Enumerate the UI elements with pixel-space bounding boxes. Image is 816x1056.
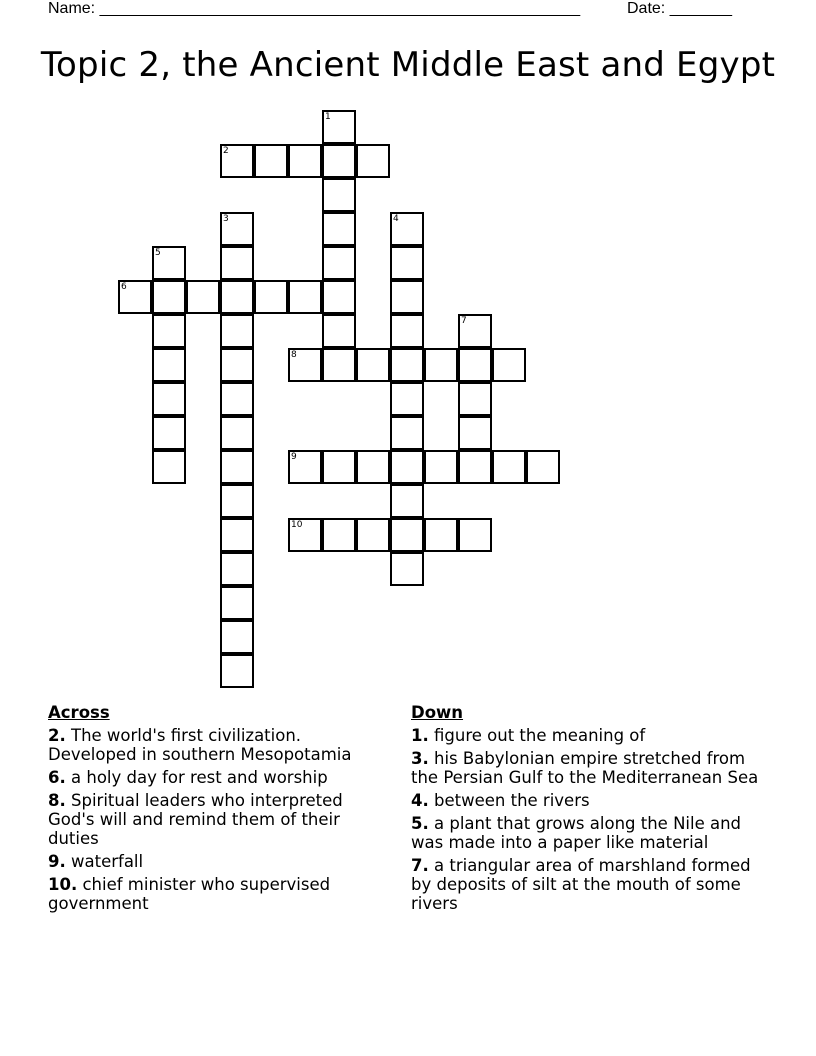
grid-cell[interactable] [322,280,356,314]
grid-cell[interactable] [356,144,390,178]
clue-number-label: 6 [121,282,127,292]
clue-number-label: 5 [155,248,161,258]
clue-number-label: 10 [291,520,303,530]
grid-cell[interactable] [322,212,356,246]
clue-number-label: 1 [325,112,331,122]
clue-text: Spiritual leaders who interpreted God's will and remind them of their duties [48,791,343,848]
grid-cell[interactable] [458,314,492,348]
grid-cell[interactable] [288,450,322,484]
grid-cell[interactable] [254,280,288,314]
clue-text: between the rivers [434,791,590,810]
grid-cell[interactable] [220,620,254,654]
grid-cell[interactable] [288,518,322,552]
grid-cell[interactable] [526,450,560,484]
clue-number: 4. [411,791,429,810]
grid-cell[interactable] [288,144,322,178]
grid-cell[interactable] [390,246,424,280]
across-heading: Across [48,703,110,722]
grid-cell[interactable] [458,416,492,450]
grid-cell[interactable] [390,348,424,382]
clue-number: 3. [411,749,429,768]
grid-cell[interactable] [220,552,254,586]
grid-cell[interactable] [390,314,424,348]
clue-number: 9. [48,852,66,871]
clue-across-10 [48,875,388,913]
clue-number: 5. [411,814,429,833]
grid-cell[interactable] [220,518,254,552]
grid-cell[interactable] [118,280,152,314]
grid-cell[interactable] [220,654,254,688]
grid-cell[interactable] [152,382,186,416]
clue-number-label: 8 [291,350,297,360]
clue-number-label: 7 [461,316,467,326]
grid-cell[interactable] [458,382,492,416]
across-clues [48,703,388,917]
grid-cell[interactable] [220,144,254,178]
grid-cell[interactable] [492,348,526,382]
clue-text: his Babylonian empire stretched from the Persian Gulf to the Mediterranean Sea [411,749,759,787]
grid-cell[interactable] [390,518,424,552]
grid-cell[interactable] [322,246,356,280]
grid-cell[interactable] [424,348,458,382]
clue-down-7 [411,856,776,913]
grid-cell[interactable] [390,450,424,484]
grid-cell[interactable] [220,416,254,450]
clue-number: 6. [48,768,66,787]
grid-cell[interactable] [152,280,186,314]
grid-cell[interactable] [186,280,220,314]
grid-cell[interactable] [390,484,424,518]
grid-cell[interactable] [152,416,186,450]
grid-cell[interactable] [220,450,254,484]
grid-cell[interactable] [220,484,254,518]
grid-cell[interactable] [492,450,526,484]
grid-cell[interactable] [220,586,254,620]
clue-down-4 [411,791,776,810]
down-heading: Down [411,703,464,722]
clue-down-5 [411,814,776,852]
clue-across-2 [48,726,388,764]
grid-cell[interactable] [322,450,356,484]
grid-cell[interactable] [288,280,322,314]
clue-number: 8. [48,791,66,810]
clue-down-3 [411,749,776,787]
clue-text: figure out the meaning of [434,726,646,745]
clue-number: 2. [48,726,66,745]
grid-cell[interactable] [152,246,186,280]
grid-cell[interactable] [458,450,492,484]
clue-number-label: 3 [223,214,229,224]
grid-cell[interactable] [322,178,356,212]
clue-across-9 [48,852,388,871]
clue-text: a triangular area of marshland formed by deposits of silt at the mouth of some rivers [411,856,751,913]
grid-cell[interactable] [390,552,424,586]
grid-cell[interactable] [356,450,390,484]
grid-cell[interactable] [322,110,356,144]
clue-number-label: 2 [223,146,229,156]
grid-cell[interactable] [424,518,458,552]
clue-across-6 [48,768,388,787]
grid-cell[interactable] [152,348,186,382]
grid-cell[interactable] [458,518,492,552]
clue-text: a holy day for rest and worship [71,768,328,787]
clue-text: chief minister who supervised government [48,875,331,913]
clue-down-1 [411,726,776,745]
clue-number-label: 9 [291,452,297,462]
grid-cell[interactable] [322,518,356,552]
grid-cell[interactable] [390,280,424,314]
name-line[interactable]: Name: ______________________________________________________ [48,0,581,17]
grid-cell[interactable] [356,348,390,382]
clue-number: 1. [411,726,429,745]
page-title: Topic 2, the Ancient Middle East and Egypt [40,45,776,85]
clue-text: The world's first civilization. Developed in southern Mesopotamia [48,726,352,764]
clue-number: 7. [411,856,429,875]
grid-cell[interactable] [322,144,356,178]
clue-across-8 [48,791,388,848]
grid-cell[interactable] [390,382,424,416]
grid-cell[interactable] [322,314,356,348]
clue-number: 10. [48,875,78,894]
date-line[interactable]: Date: _______ [627,0,732,17]
clue-number-label: 4 [393,214,399,224]
grid-cell[interactable] [220,314,254,348]
grid-cell[interactable] [390,416,424,450]
grid-cell[interactable] [288,348,322,382]
grid-cell[interactable] [152,450,186,484]
grid-cell[interactable] [424,450,458,484]
grid-cell[interactable] [220,280,254,314]
grid-cell[interactable] [220,348,254,382]
grid-cell[interactable] [220,382,254,416]
grid-cell[interactable] [220,212,254,246]
grid-cell[interactable] [322,348,356,382]
grid-cell[interactable] [356,518,390,552]
clue-text: waterfall [71,852,144,871]
grid-cell[interactable] [390,212,424,246]
down-clues [411,703,776,917]
grid-cell[interactable] [152,314,186,348]
grid-cell[interactable] [254,144,288,178]
clue-text: a plant that grows along the Nile and was made into a paper like material [411,814,742,852]
grid-cell[interactable] [220,246,254,280]
grid-cell[interactable] [458,348,492,382]
